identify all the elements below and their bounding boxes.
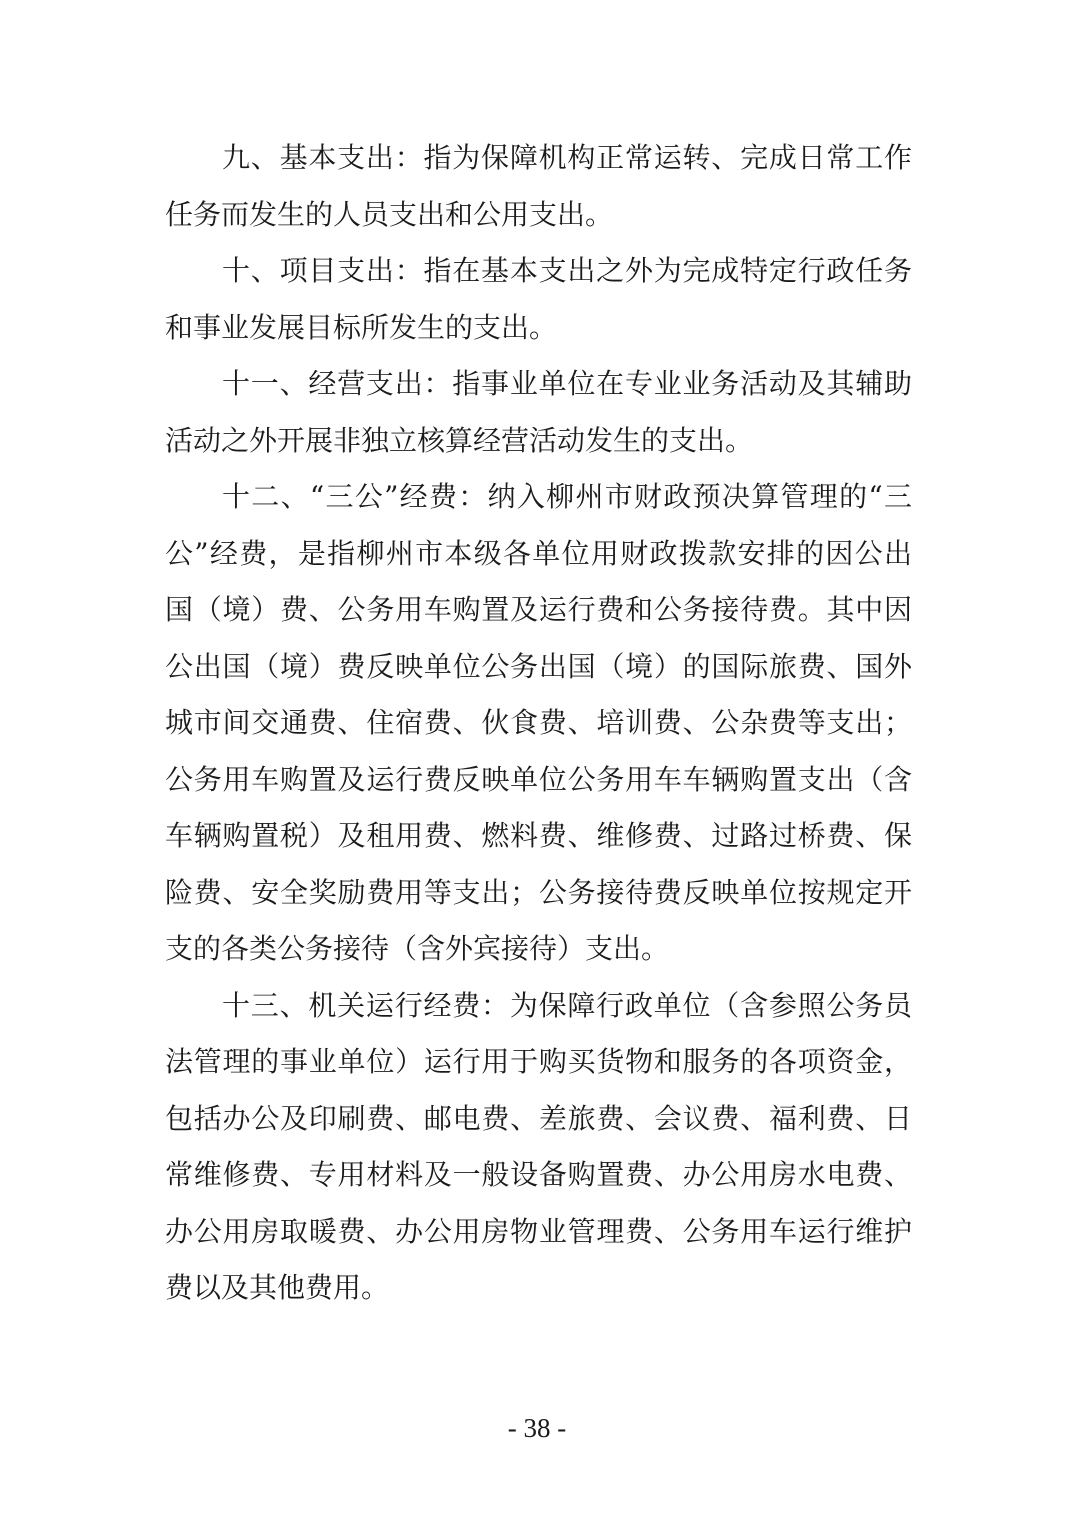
paragraph-line: 活动之外开展非独立核算经营活动发生的支出。 bbox=[165, 423, 754, 457]
paragraph-line: 险费、安全奖励费用等支出；公务接待费反映单位按规定开 bbox=[165, 875, 912, 909]
paragraph-line: 十三、机关运行经费：为保障行政单位（含参照公务员 bbox=[222, 988, 912, 1022]
paragraph-agency-operating-expenses bbox=[165, 978, 912, 1317]
paragraph-line: 城市间交通费、住宿费、伙食费、培训费、公杂费等支出； bbox=[165, 706, 912, 739]
paragraph-operating-expenditure bbox=[165, 356, 912, 469]
paragraph-line: 公出国（境）费反映单位公务出国（境）的国际旅费、国外 bbox=[165, 649, 912, 683]
paragraph-project-expenditure bbox=[165, 243, 912, 356]
paragraph-line: 车辆购置税）及租用费、燃料费、维修费、过路过桥费、保 bbox=[165, 819, 912, 852]
paragraph-line: 法管理的事业单位）运行用于购买货物和服务的各项资金， bbox=[165, 1045, 912, 1078]
paragraph-line: 公”经费，是指柳州市本级各单位用财政拨款安排的因公出 bbox=[165, 536, 912, 570]
page-number: - 38 - bbox=[507, 1413, 567, 1443]
paragraph-line: 任务而发生的人员支出和公用支出。 bbox=[165, 197, 614, 231]
paragraph-line: 公务用车购置及运行费反映单位公务用车车辆购置支出（含 bbox=[165, 762, 912, 796]
paragraph-line: 支的各类公务接待（含外宾接待）支出。 bbox=[165, 932, 670, 965]
paragraph-three-public-expenses bbox=[165, 469, 912, 978]
paragraph-line: 常维修费、专用材料及一般设备购置费、办公用房水电费、 bbox=[165, 1158, 912, 1191]
paragraph-line: 办公用房取暖费、办公用房物业管理费、公务用车运行维护 bbox=[165, 1214, 912, 1248]
paragraph-line: 包括办公及印刷费、邮电费、差旅费、会议费、福利费、日 bbox=[165, 1101, 912, 1135]
paragraph-line: 九、基本支出：指为保障机构正常运转、完成日常工作 bbox=[222, 141, 912, 174]
paragraph-line: 费以及其他费用。 bbox=[165, 1271, 390, 1304]
document-body bbox=[165, 130, 912, 1317]
paragraph-line: 十一、经营支出：指事业单位在专业业务活动及其辅助 bbox=[222, 367, 912, 400]
paragraph-basic-expenditure bbox=[165, 130, 912, 243]
paragraph-line: 十二、“三公”经费：纳入柳州市财政预决算管理的“三 bbox=[222, 480, 912, 513]
paragraph-line: 国（境）费、公务用车购置及运行费和公务接待费。其中因 bbox=[165, 593, 912, 626]
paragraph-line: 十、项目支出：指在基本支出之外为完成特定行政任务 bbox=[222, 254, 912, 287]
paragraph-line: 和事业发展目标所发生的支出。 bbox=[165, 310, 558, 344]
